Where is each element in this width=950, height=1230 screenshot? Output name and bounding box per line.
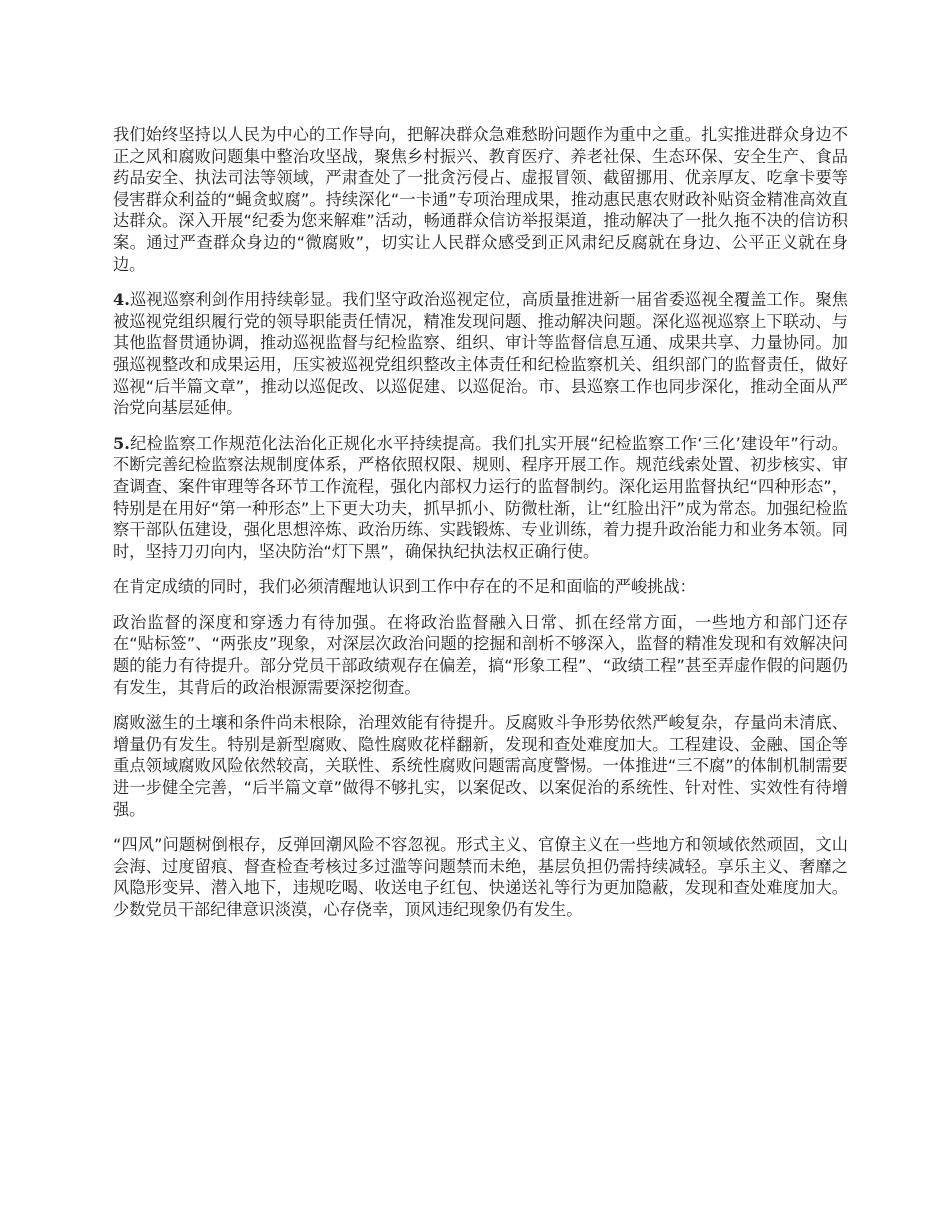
paragraph-number: 4. [113, 290, 130, 310]
paragraph-number: 5. [113, 433, 130, 453]
paragraph-inspection [113, 289, 848, 419]
paragraph-text: 政治监督的深度和穿透力有待加强。在将政治监督融入日常、抓在经常方面，一些地方和部门还存在“贴标签”、“两张皮”现象，对深层次政治问题的挖掘和剖析不够深入，监督的精准发现和有效解决问题的能力有待提升。部分党员干部政绩观存在偏差，搞“形象工程”、“政绩工程”甚至弄虚作假的问题仍有发生，其背后的政治根源需要深挖彻查。 [113, 612, 848, 697]
paragraph-text: “四风”问题树倒根存，反弹回潮风险不容忽视。形式主义、官僚主义在一些地方和领域依然顽固，文山会海、过度留痕、督查检查考核过多过滥等问题禁而未绝，基层负担仍需持续减轻。享乐主义、奢靡之风隐形变异、潜入地下，违规吃喝、收送电子红包、快递送礼等行为更加隐蔽，发现和查处难度加大。少数党员干部纪律意识淡漠，心存侥幸，顶风违纪现象仍有发生。 [113, 835, 848, 919]
paragraph-text: 在肯定成绩的同时，我们必须清醒地认识到工作中存在的不足和面临的严峻挑战： [113, 577, 696, 597]
paragraph-text: 腐败滋生的土壤和条件尚未根除，治理效能有待提升。反腐败斗争形势依然严峻复杂，存量尚未清底、增量仍有发生。特别是新型腐败、隐性腐败花样翻新，发现和查处难度加大。工程建设、金融、国企等重点领域腐败风险依然较高，关联性、系统性腐败问题需高度警惕。一体推进“三不腐”的体制机制需要进一步健全完善，“后半篇文章”做得不够扎实，以案促改、以案促治的系统性、针对性、实效性有待增强。 [113, 713, 848, 819]
paragraph-standardization [113, 433, 848, 563]
document-body [113, 124, 848, 935]
paragraph-corruption-soil [113, 712, 848, 820]
paragraph-four-styles [113, 834, 848, 920]
paragraph-transition [113, 576, 848, 598]
paragraph-text: 纪检监察工作规范化法治化正规化水平持续提高。我们扎实开展“纪检监察工作‘三化’建设年”行动。不断完善纪检监察法规制度体系，严格依照权限、规则、程序开展工作。规范线索处置、初步核实、审查调查、案件审理等各环节工作流程，强化内部权力运行的监督制约。深化运用监督执纪“四种形态”，特别是在用好“第一种形态”上下更大功夫，抓早抓小、防微杜渐，让“红脸出汗”成为常态。加强纪检监察干部队伍建设，强化思想淬炼、政治历练、实践锻炼、专业训练，着力提升政治能力和业务本领。同时，坚持刀刃向内，坚决防治“灯下黑”，确保执纪执法权正确行使。 [113, 433, 848, 561]
paragraph-people-centered [113, 124, 848, 275]
paragraph-text: 我们始终坚持以人民为中心的工作导向，把解决群众急难愁盼问题作为重中之重。扎实推进群众身边不正之风和腐败问题集中整治攻坚战，聚焦乡村振兴、教育医疗、养老社保、生态环保、安全生产、食品药品安全、执法司法等领域，严肃查处了一批贪污侵占、虚报冒领、截留挪用、优亲厚友、吃拿卡要等侵害群众利益的“蝇贪蚁腐”。持续深化“一卡通”专项治理成果，推动惠民惠农财政补贴资金精准高效直达群众。深入开展“纪委为您来解难”活动，畅通群众信访举报渠道，推动解决了一批久拖不决的信访积案。通过严查群众身边的“微腐败”，切实让人民群众感受到正风肃纪反腐就在身边、公平正义就在身边。 [113, 125, 848, 274]
paragraph-text: 巡视巡察利剑作用持续彰显。我们坚守政治巡视定位，高质量推进新一届省委巡视全覆盖工作。聚焦被巡视党组织履行党的领导职能责任情况，精准发现问题、推动解决问题。深化巡视巡察上下联动、与其他监督贯通协调，推动巡视监督与纪检监察、组织、审计等监督信息互通、成果共享、力量协同。加强巡视整改和成果运用，压实被巡视党组织整改主体责任和纪检监察机关、组织部门的监督责任，做好巡视“后半篇文章”，推动以巡促改、以巡促建、以巡促治。市、县巡察工作也同步深化，推动全面从严治党向基层延伸。 [113, 290, 848, 418]
paragraph-political-supervision [113, 612, 848, 698]
